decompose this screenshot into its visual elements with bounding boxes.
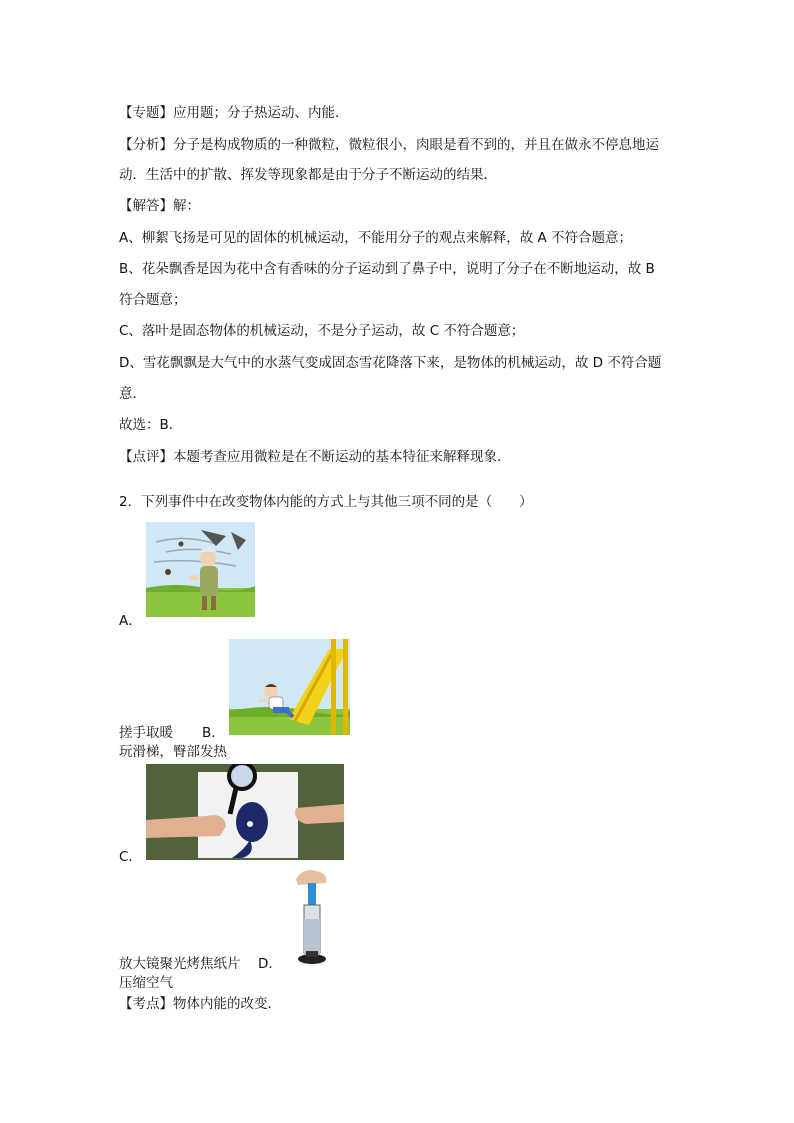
option-a-image xyxy=(146,522,255,617)
answer-heading: 【解答】解： xyxy=(119,198,200,214)
analysis-line-1: 【分析】分子是构成物质的一种微粒，微粒很小，肉眼是看不到的，并且在做永不停息地运 xyxy=(119,137,659,153)
answer-line-d-1: D、雪花飘飘是大气中的水蒸气变成固态雪花降落下来，是物体的机械运动，故 D 不符合题 xyxy=(119,355,662,371)
option-c-image xyxy=(146,764,344,860)
option-c-text: 放大镜聚光烤焦纸片 xyxy=(119,956,241,972)
topic-line: 【专题】应用题；分子热运动、内能． xyxy=(119,105,349,121)
choice-line: 故选：B． xyxy=(119,417,183,433)
option-a-text: 搓手取暖 xyxy=(119,725,173,741)
option-b-text: 玩滑梯，臀部发热 xyxy=(119,744,227,760)
option-b-letter: B． xyxy=(202,725,225,741)
option-c-letter: C． xyxy=(119,849,142,865)
answer-line-d-2: 意． xyxy=(119,386,146,402)
kaodian-line: 【考点】物体内能的改变． xyxy=(119,996,281,1012)
answer-line-a: A、柳絮飞扬是可见的固体的机械运动，不能用分子的观点来解释，故 A 不符合题意； xyxy=(119,230,633,246)
answer-line-b-2: 符合题意； xyxy=(119,292,187,308)
answer-line-c: C、落叶是固态物体的机械运动，不是分子运动，故 C 不符合题意； xyxy=(119,323,525,339)
option-a-letter: A． xyxy=(119,613,142,629)
analysis-line-2: 动．生活中的扩散、挥发等现象都是由于分子不断运动的结果． xyxy=(119,167,497,183)
option-b-image xyxy=(229,639,350,735)
option-d-letter: D． xyxy=(258,956,282,972)
question-stem: 2．下列事件中在改变物体内能的方式上与其他三项不同的是（ ） xyxy=(119,494,533,510)
answer-line-b-1: B、花朵飘香是因为花中含有香味的分子运动到了鼻子中，说明了分子在不断地运动，故 B xyxy=(119,261,655,277)
option-d-image xyxy=(290,867,334,967)
comment-line: 【点评】本题考查应用微粒是在不断运动的基本特征来解释现象． xyxy=(119,449,511,465)
option-d-text: 压缩空气 xyxy=(119,975,173,991)
